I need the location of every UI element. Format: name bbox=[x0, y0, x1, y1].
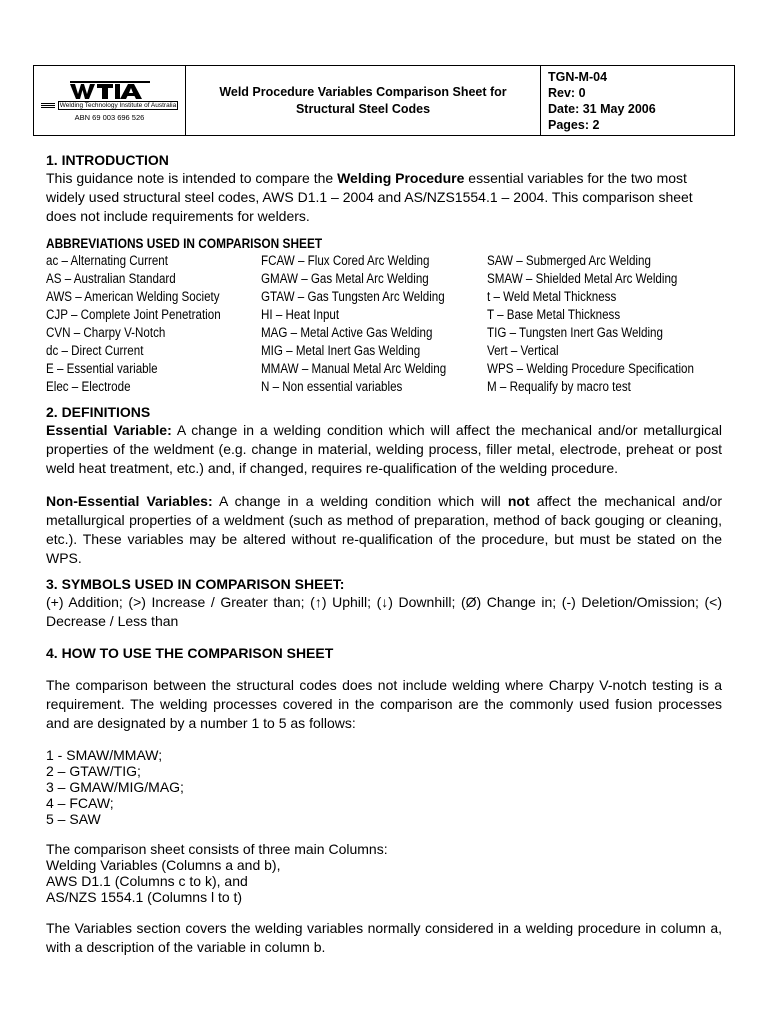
definitions-heading: 2. DEFINITIONS bbox=[46, 404, 151, 420]
document-meta bbox=[541, 66, 734, 135]
abbreviation-item: M – Requalify by macro test bbox=[487, 379, 631, 394]
abbreviation-item: N – Non essential variables bbox=[261, 379, 403, 394]
abbreviation-item: MMAW – Manual Metal Arc Welding bbox=[261, 361, 447, 376]
process-item: 1 - SMAW/MMAW; bbox=[46, 747, 163, 763]
column-item: AWS D1.1 (Columns c to k), and bbox=[46, 873, 248, 889]
abbreviation-item: MAG – Metal Active Gas Welding bbox=[261, 325, 433, 340]
abbreviations-heading: ABBREVIATIONS USED IN COMPARISON SHEET bbox=[46, 236, 323, 251]
wtia-logo bbox=[70, 80, 150, 100]
abbreviation-item: HI – Heat Input bbox=[261, 307, 340, 322]
abbreviation-item: t – Weld Metal Thickness bbox=[487, 289, 617, 304]
abbreviation-item: TIG – Tungsten Inert Gas Welding bbox=[487, 325, 663, 340]
column-item: Welding Variables (Columns a and b), bbox=[46, 857, 281, 873]
intro-paragraph: This guidance note is intended to compare the Welding Procedure essential variables for the two most widely used structural steel codes, AWS D1.1 – 2004 and AS/NZS1554.1 – 2004. This comparison sheet does not include requirements for welders. bbox=[46, 170, 693, 224]
abbreviation-item: SAW – Submerged Arc Welding bbox=[487, 253, 651, 268]
intro-heading: 1. INTRODUCTION bbox=[46, 152, 169, 168]
title-line-2: Structural Steel Codes bbox=[295, 101, 431, 116]
abbreviation-item: GMAW – Gas Metal Arc Welding bbox=[261, 271, 429, 286]
abbreviation-item: GTAW – Gas Tungsten Arc Welding bbox=[261, 289, 445, 304]
logo-cell bbox=[34, 66, 186, 135]
abbreviation-item: MIG – Metal Inert Gas Welding bbox=[261, 343, 421, 358]
abbreviation-item: T – Base Metal Thickness bbox=[487, 307, 621, 322]
process-item: 4 – FCAW; bbox=[46, 795, 114, 811]
abbreviation-item: Elec – Electrode bbox=[46, 379, 131, 394]
document-body bbox=[46, 152, 722, 957]
abbreviations-table bbox=[46, 252, 722, 396]
doc-id: TGN-M-04 bbox=[548, 70, 608, 84]
columns-intro: The comparison sheet consists of three main Columns: bbox=[46, 841, 388, 857]
document-header bbox=[33, 65, 735, 136]
abn-number: ABN 69 003 696 526 bbox=[74, 112, 145, 122]
abbreviation-item: CJP – Complete Joint Penetration bbox=[46, 307, 221, 322]
symbols-paragraph: (+) Addition; (>) Increase / Greater than; (↑) Uphill; (↓) Downhill; (Ø) Change in; (-) Deletion/Omission; (<) Decrease / Less than bbox=[46, 594, 722, 629]
doc-date: Date: 31 May 2006 bbox=[548, 102, 656, 116]
doc-pages: Pages: 2 bbox=[548, 118, 600, 132]
logo-lines-icon bbox=[41, 103, 55, 108]
essential-variable-definition: Essential Variable: A change in a welding condition which will affect the mechanical and/or metallurgical properties of the weldment (e.g. change in material, welding process, filler metal, electrode, preheat or post weld heat treatment, etc.) and, if changed, requires re-qualification of the welding procedure. bbox=[46, 422, 722, 476]
logo-subtitle-row bbox=[41, 101, 178, 110]
abbreviation-item: WPS – Welding Procedure Specification bbox=[487, 361, 694, 376]
wtia-logo-graphic bbox=[70, 80, 150, 100]
abbreviation-item: dc – Direct Current bbox=[46, 343, 144, 358]
non-essential-variable-definition: Non-Essential Variables: A change in a welding condition which will not affect the mechanical and/or metallurgical properties of a weldment (such as method of preparation, method of back gouging or cleaning, etc.). These variables may be altered without re-qualification of the procedure, but must be stated on the WPS. bbox=[46, 493, 722, 566]
logo-subtitle: Welding Technology Institute of Australia bbox=[59, 101, 177, 109]
column-item: AS/NZS 1554.1 (Columns l to t) bbox=[46, 889, 243, 905]
abbreviation-item: CVN – Charpy V-Notch bbox=[46, 325, 166, 340]
abbreviation-item: SMAW – Shielded Metal Arc Welding bbox=[487, 271, 678, 286]
abbreviation-item: E – Essential variable bbox=[46, 361, 158, 376]
process-item: 2 – GTAW/TIG; bbox=[46, 763, 141, 779]
abbreviation-item: AS – Australian Standard bbox=[46, 271, 176, 286]
process-item: 5 – SAW bbox=[46, 811, 101, 827]
process-item: 3 – GMAW/MIG/MAG; bbox=[46, 779, 184, 795]
title-line-1: Weld Procedure Variables Comparison Sheet for bbox=[219, 84, 507, 99]
document-title bbox=[186, 66, 541, 135]
abbreviation-item: FCAW – Flux Cored Arc Welding bbox=[261, 253, 430, 268]
abbreviations-col-3 bbox=[487, 252, 694, 396]
columns-list bbox=[46, 841, 722, 905]
abbreviations-col-1 bbox=[46, 252, 231, 396]
abbreviation-item: Vert – Vertical bbox=[487, 343, 559, 358]
symbols-heading: 3. SYMBOLS USED IN COMPARISON SHEET: bbox=[46, 576, 345, 592]
howto-heading: 4. HOW TO USE THE COMPARISON SHEET bbox=[46, 645, 334, 661]
process-list bbox=[46, 747, 722, 827]
doc-rev: Rev: 0 bbox=[548, 86, 586, 100]
abbreviation-item: ac – Alternating Current bbox=[46, 253, 168, 268]
variables-section-paragraph: The Variables section covers the welding variables normally considered in a welding procedure in column a, with a description of the variable in column b. bbox=[46, 920, 722, 955]
abbreviation-item: AWS – American Welding Society bbox=[46, 289, 220, 304]
abbreviations-col-2 bbox=[261, 252, 455, 396]
howto-paragraph-1: The comparison between the structural codes does not include welding where Charpy V-notch testing is a requirement. The welding processes covered in the comparison are the commonly used fusion processes and are designated by a number 1 to 5 as follows: bbox=[46, 677, 722, 731]
